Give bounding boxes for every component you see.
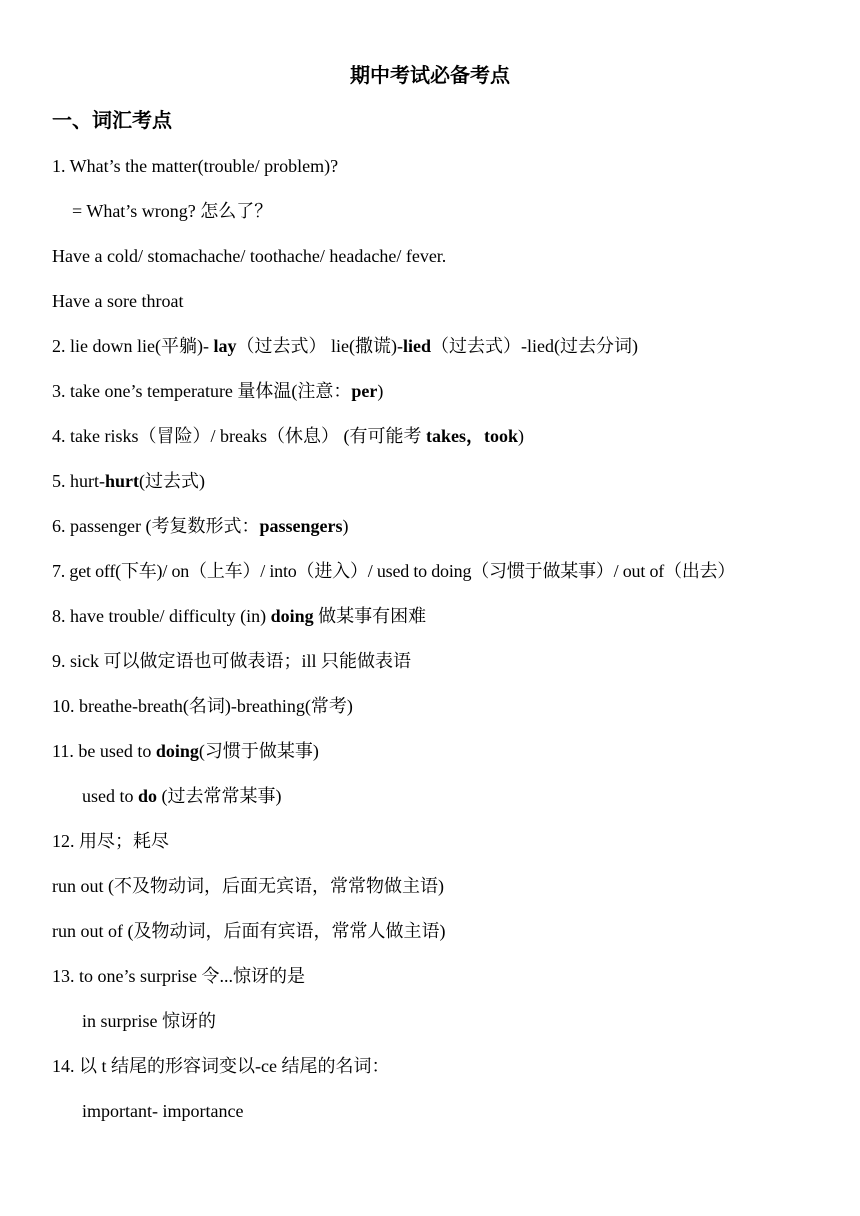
vocab-line-1: 1. What’s the matter(trouble/ problem)? bbox=[52, 156, 339, 176]
text-span: 8. have trouble/ difficulty (in) bbox=[52, 606, 271, 626]
bold-term: lay bbox=[213, 336, 237, 356]
bold-term: passengers bbox=[259, 516, 343, 536]
vocab-line-11 bbox=[52, 739, 319, 763]
text-span: 4. take risks（冒险）/ breaks（休息） (有可能考 bbox=[52, 426, 426, 446]
text-span: 做某事有困难 bbox=[313, 606, 427, 626]
text-span: ) bbox=[377, 381, 384, 401]
text-span: 11. be used to bbox=[52, 741, 156, 761]
text-span: ) bbox=[342, 516, 349, 536]
vocab-line-8 bbox=[52, 604, 426, 628]
bold-term: doing bbox=[270, 606, 314, 626]
vocab-line-12: 12. 用尽；耗尽 bbox=[52, 831, 169, 851]
text-span: ) bbox=[517, 426, 524, 446]
section-heading: 一、词汇考点 bbox=[52, 110, 172, 132]
bold-term: per bbox=[351, 381, 378, 401]
vocab-line-13-in-surprise: in surprise 惊讶的 bbox=[82, 1011, 216, 1031]
text-span: used to bbox=[82, 786, 138, 806]
vocab-line-12-run-out: run out (不及物动词，后面无宾语，常常物做主语) bbox=[52, 876, 444, 896]
vocab-line-14-example: important- importance bbox=[82, 1101, 244, 1121]
bold-term: do bbox=[138, 786, 158, 806]
text-span: 5. hurt- bbox=[52, 471, 105, 491]
vocab-line-14: 14. 以 t 结尾的形容词变以-ce 结尾的名词： bbox=[52, 1056, 390, 1076]
vocab-line-12-run-out-of: run out of (及物动词，后面有宾语，常常人做主语) bbox=[52, 921, 446, 941]
text-span: (习惯于做某事) bbox=[198, 741, 319, 761]
vocab-line-6 bbox=[52, 514, 348, 538]
text-span: 2. lie down lie(平躺)- bbox=[52, 336, 214, 356]
vocab-line-10: 10. breathe-breath(名词)-breathing(常考) bbox=[52, 696, 353, 716]
vocab-line-13: 13. to one’s surprise 令...惊讶的是 bbox=[52, 966, 305, 986]
text-span: （过去式） lie(撒谎)- bbox=[236, 336, 403, 356]
text-span: （过去式）-lied(过去分词) bbox=[430, 336, 638, 356]
text-span: (过去式) bbox=[139, 471, 206, 491]
vocab-line-1-alt: = What’s wrong? 怎么了？ bbox=[72, 201, 273, 221]
text-span: 6. passenger (考复数形式： bbox=[52, 516, 260, 536]
vocab-line-2 bbox=[52, 334, 638, 358]
vocab-line-4 bbox=[52, 424, 524, 448]
document-title: 期中考试必备考点 bbox=[350, 65, 510, 87]
text-span: (过去常常某事) bbox=[157, 786, 282, 806]
vocab-line-1-examples: Have a cold/ stomachache/ toothache/ headache/ fever. bbox=[52, 246, 447, 266]
bold-term: hurt bbox=[105, 471, 140, 491]
bold-term: doing bbox=[155, 741, 199, 761]
bold-term: takes，took bbox=[425, 426, 518, 446]
vocab-line-1-sore-throat: Have a sore throat bbox=[52, 291, 184, 311]
vocab-line-3 bbox=[52, 379, 383, 403]
vocab-line-11-used-to-do bbox=[82, 784, 282, 808]
vocab-line-5 bbox=[52, 469, 205, 493]
text-span: 3. take one’s temperature 量体温(注意： bbox=[52, 381, 352, 401]
vocab-line-7: 7. get off(下车)/ on（上车）/ into（进入）/ used to doing（习惯于做某事）/ out of（出去） bbox=[52, 561, 736, 581]
vocab-line-9: 9. sick 可以做定语也可做表语；ill 只能做表语 bbox=[52, 651, 411, 671]
bold-term: lied bbox=[402, 336, 431, 356]
